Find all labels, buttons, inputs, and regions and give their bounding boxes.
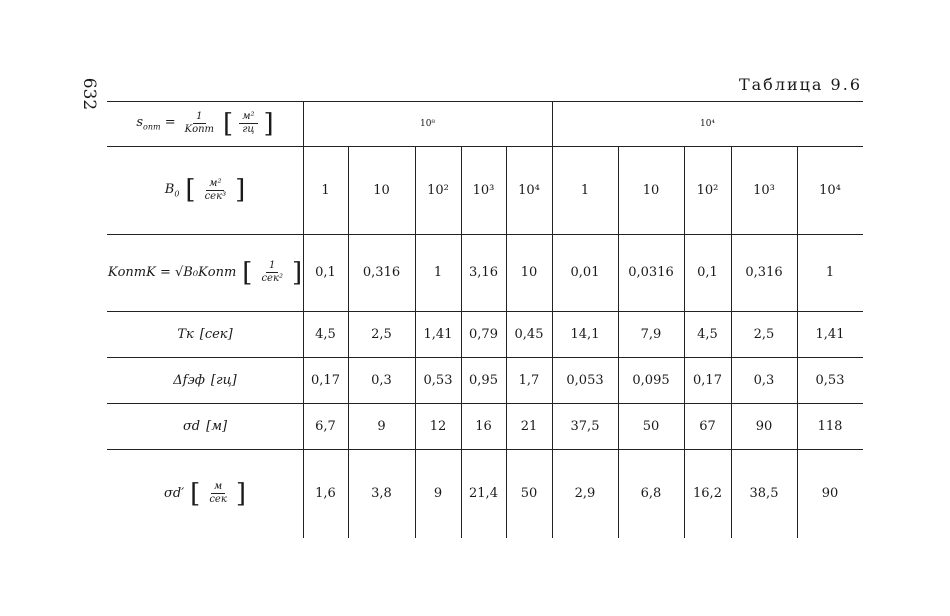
- table-cell: 0,53: [815, 372, 845, 388]
- table-cell: 4,5: [315, 326, 336, 342]
- table-cell: 38,5: [749, 486, 779, 501]
- table-cell: 50: [642, 418, 660, 434]
- table-cell: 0,95: [469, 372, 498, 388]
- table-cell: 1: [580, 182, 590, 198]
- table-cell: 0,01: [570, 265, 600, 280]
- table-cell: 10: [642, 182, 660, 198]
- table-cell: 0,53: [423, 372, 453, 388]
- table-cell: 0,79: [469, 326, 498, 342]
- table-cell: 50: [520, 486, 538, 501]
- table-cell: 2,5: [753, 326, 775, 342]
- page-number: 632: [79, 77, 99, 111]
- table-cell: 6,7: [315, 418, 336, 434]
- row-label-delta-f: Δfэф [гц]: [173, 372, 237, 388]
- table-cell: 1,41: [423, 326, 453, 342]
- table-cell: 1,6: [315, 486, 336, 501]
- row-label-sigma-d: σd [м]: [182, 418, 228, 434]
- table-cell: 12: [429, 418, 447, 434]
- table-cell: 2,9: [574, 486, 596, 501]
- table-cell: 0,45: [514, 326, 544, 342]
- table-cell: 21: [520, 418, 538, 434]
- table-cell: 1,41: [815, 326, 845, 342]
- table-cell: 0,17: [311, 372, 340, 388]
- table-cell: 1: [321, 182, 330, 198]
- row-label-kopt-k: KоптK = √B₀Kопт [ $\frac{1}{\text{сек²}}$ ]: [107, 257, 303, 288]
- table-cell: 21,4: [469, 486, 498, 501]
- group-header-1: 10⁸: [419, 118, 436, 129]
- table-cell: 10²: [696, 182, 719, 198]
- row-label-tk: Tк [сек]: [177, 326, 233, 342]
- table-cell: 10: [520, 265, 538, 280]
- table-cell: 10³: [753, 182, 775, 198]
- table-cell: 3,8: [371, 486, 392, 501]
- table-cell: 0,3: [753, 372, 775, 388]
- table-cell: 10⁴: [819, 182, 841, 198]
- table-cell: 9: [433, 486, 443, 501]
- table-cell: 7,9: [640, 326, 662, 342]
- table-cell: 6,8: [640, 486, 662, 501]
- table-cell: 0,17: [693, 372, 722, 388]
- table-title: Таблица 9.6: [738, 75, 862, 94]
- table-cell: 1: [433, 265, 443, 280]
- table-cell: 0,316: [745, 265, 783, 280]
- group-header-2: 10⁴: [699, 118, 716, 129]
- table-cell: 0,1: [315, 265, 336, 280]
- table-cell: 9: [377, 418, 386, 434]
- table-cell: 118: [817, 418, 843, 434]
- row-label-sigma-d-prime: σd′ [ $\frac{м}{\text{сек}}$ ]: [164, 478, 246, 509]
- table-cell: 67: [699, 418, 716, 434]
- table-cell: 10⁴: [518, 182, 540, 198]
- table-cell: 0,3: [371, 372, 392, 388]
- row-label-b0: $B_0$ [ $\frac{\text{м²}}{\text{сек³}}$ ]: [164, 175, 246, 205]
- table-cell: 0,0316: [628, 265, 674, 280]
- table-cell: 90: [755, 418, 773, 434]
- table-cell: 4,5: [697, 326, 718, 342]
- table-cell: 1,7: [518, 372, 540, 388]
- table-cell: 37,5: [570, 418, 600, 434]
- table-cell: 14,1: [570, 326, 600, 342]
- table-cell: 16: [475, 418, 492, 434]
- table-cell: 0,316: [362, 265, 401, 280]
- table-cell: 10²: [427, 182, 449, 198]
- table-cell: 3,16: [469, 265, 498, 280]
- table-cell: 0,095: [632, 372, 670, 388]
- table-cell: 0,053: [566, 372, 604, 388]
- table-cell: 16,2: [693, 486, 722, 501]
- table-cell: 1: [825, 265, 835, 280]
- table-cell: 2,5: [371, 326, 392, 342]
- table-cell: 0,1: [697, 265, 718, 280]
- header-label-s-opt: $s_{опт}$ = $\frac{1}{\text{Kопт}}$ [ $\frac{\text{м²}}{гц}$ ]: [136, 108, 274, 139]
- table-cell: 10: [373, 182, 390, 198]
- table-cell: 90: [821, 486, 839, 501]
- table-cell: 10³: [472, 182, 495, 198]
